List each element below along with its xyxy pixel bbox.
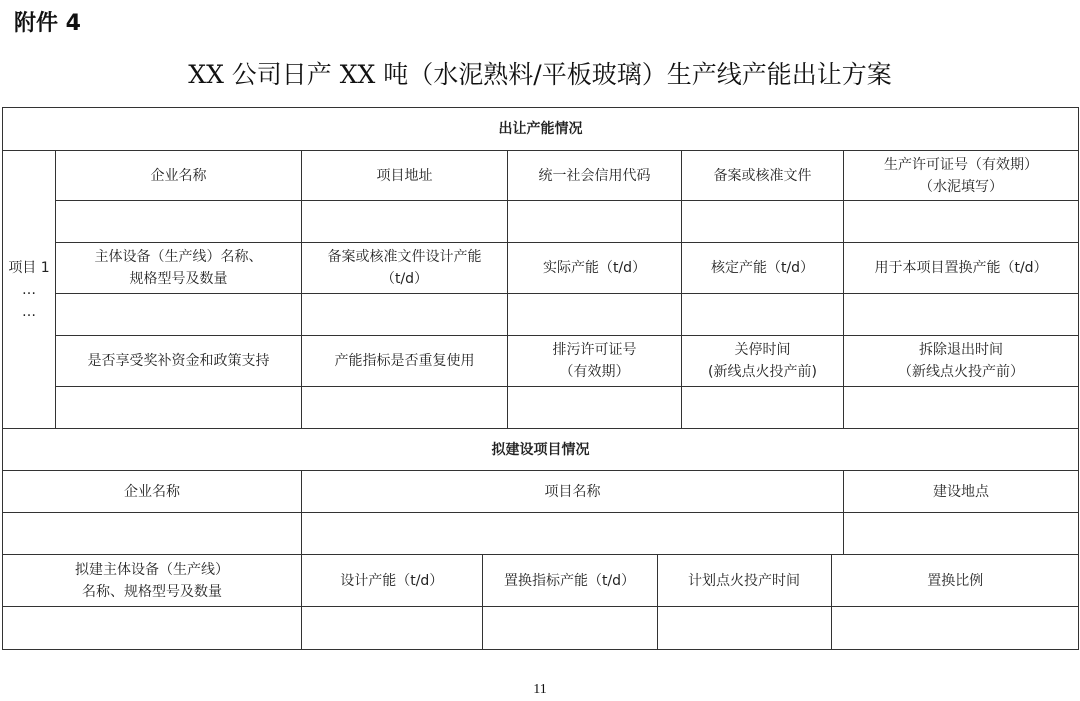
document-title: XX 公司日产 XX 吨（水泥熟料/平板玻璃）生产线产能出让方案 <box>188 60 892 89</box>
input-cell[interactable] <box>844 387 1079 429</box>
project-ellipsis-2: … <box>22 303 36 320</box>
input-cell[interactable] <box>56 294 302 336</box>
header-planned-ignition-time: 计划点火投产时间 <box>657 555 831 606</box>
header-new-main-equipment-line2: 名称、规格型号及数量 <box>82 583 222 600</box>
section1-title: 出让产能情况 <box>3 108 1079 151</box>
project-label: 项目 1 <box>8 259 50 276</box>
section2-title-row <box>3 429 1079 471</box>
input-cell[interactable] <box>302 294 508 336</box>
input-cell[interactable] <box>844 294 1079 336</box>
input-cell[interactable] <box>56 387 302 429</box>
header-demolition-time-line2: （新线点火投产前） <box>898 364 1024 380</box>
input-cell[interactable] <box>844 201 1079 243</box>
header-project-address: 项目地址 <box>302 151 508 201</box>
section2-title: 拟建设项目情况 <box>3 429 1079 471</box>
input-cell[interactable] <box>3 607 302 650</box>
header-demolition-time <box>844 336 1079 387</box>
section1-input-row-3 <box>3 387 1079 429</box>
header-design-capacity-line2: （t/d） <box>380 271 429 287</box>
section2-input2-subtable <box>302 607 1079 649</box>
input-cell[interactable] <box>302 201 508 243</box>
header-shutdown-time-line2: (新线点火投产前) <box>708 364 817 380</box>
header-company-name: 企业名称 <box>56 151 302 201</box>
input-cell[interactable] <box>56 201 302 243</box>
input-cell[interactable] <box>508 387 682 429</box>
header-shutdown-time <box>682 336 844 387</box>
section1-header-row-2 <box>3 243 1079 294</box>
section2-header2-group <box>302 555 1079 607</box>
input-cell[interactable] <box>3 513 302 555</box>
header-main-equipment <box>56 243 302 294</box>
header-main-equipment-line2: 规格型号及数量 <box>129 271 228 287</box>
input-cell[interactable] <box>682 294 844 336</box>
header-replacement-capacity: 用于本项目置换产能（t/d） <box>844 243 1079 294</box>
header-new-project-name: 项目名称 <box>302 471 844 513</box>
header-replacement-ratio: 置换比例 <box>927 572 984 589</box>
section1-input-row-1 <box>3 201 1079 243</box>
input-cell[interactable] <box>682 387 844 429</box>
attachment-label: 附件 4 <box>14 11 81 36</box>
section1-input-row-2 <box>3 294 1079 336</box>
header-verified-capacity: 核定产能（t/d） <box>682 243 844 294</box>
header-replacement-quota-capacity: 置换指标产能（t/d） <box>482 555 657 606</box>
input-cell[interactable] <box>302 387 508 429</box>
input-cell[interactable] <box>831 607 1079 649</box>
section2-input2-group <box>302 607 1079 650</box>
section2-header2-subtable <box>302 555 1079 606</box>
header-production-license-line2: （水泥填写） <box>919 178 1003 195</box>
section1-header-row-1 <box>3 151 1079 201</box>
section1-title-row <box>3 108 1079 151</box>
header-new-main-equipment <box>3 555 302 607</box>
header-actual-capacity: 实际产能（t/d） <box>508 243 682 294</box>
project-row-label <box>3 151 56 429</box>
header-construction-site: 建设地点 <box>844 471 1079 513</box>
header-shutdown-time-line1: 关停时间 <box>734 342 791 358</box>
header-new-design-capacity: 设计产能（t/d） <box>302 555 482 606</box>
input-cell[interactable] <box>682 201 844 243</box>
header-discharge-permit <box>508 336 682 387</box>
header-main-equipment-line1: 主体设备（生产线）名称、 <box>94 249 263 265</box>
header-filing-document: 备案或核准文件 <box>682 151 844 201</box>
header-design-capacity-line1: 备案或核准文件设计产能 <box>327 249 482 265</box>
header-new-main-equipment-line1: 拟建主体设备（生产线） <box>75 561 229 578</box>
header-production-license-line1: 生产许可证号（有效期） <box>884 156 1038 173</box>
header-production-license <box>844 151 1079 201</box>
page-number: 11 <box>533 682 547 697</box>
input-cell[interactable] <box>302 607 482 649</box>
input-cell[interactable] <box>508 201 682 243</box>
input-cell[interactable] <box>482 607 657 649</box>
header-demolition-time-line1: 拆除退出时间 <box>919 342 1003 358</box>
capacity-transfer-table <box>2 107 1079 650</box>
header-design-capacity <box>302 243 508 294</box>
header-discharge-permit-line2: （有效期） <box>559 364 630 380</box>
header-new-company-name: 企业名称 <box>3 471 302 513</box>
section2-header-row-2 <box>3 555 1079 607</box>
section1-header-row-3 <box>3 336 1079 387</box>
input-cell[interactable] <box>844 513 1079 555</box>
section2-header-row-1 <box>3 471 1079 513</box>
input-cell[interactable] <box>508 294 682 336</box>
header-quota-reuse: 产能指标是否重复使用 <box>302 336 508 387</box>
header-subsidy-support: 是否享受奖补资金和政策支持 <box>56 336 302 387</box>
section2-input-row-2 <box>3 607 1079 650</box>
header-credit-code: 统一社会信用代码 <box>508 151 682 201</box>
input-cell[interactable] <box>657 607 831 649</box>
section2-input-row-1 <box>3 513 1079 555</box>
input-cell[interactable] <box>302 513 844 555</box>
project-ellipsis-1: … <box>22 281 36 298</box>
header-discharge-permit-line1: 排污许可证号 <box>552 342 637 358</box>
